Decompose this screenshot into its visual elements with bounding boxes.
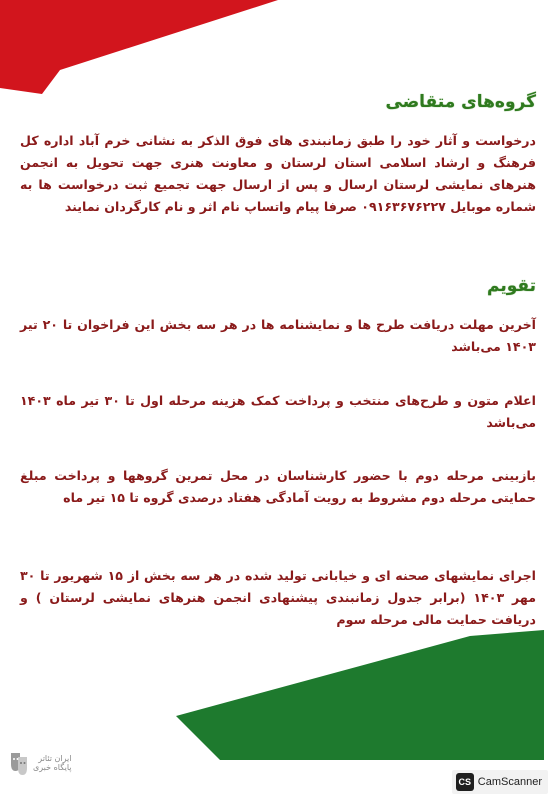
site-logo — [8, 742, 76, 784]
camscanner-icon: CS — [456, 773, 474, 791]
logo-title: ایران تئاتر — [38, 754, 72, 763]
camscanner-label: CamScanner — [477, 776, 542, 788]
paragraph-announcement: اعلام متون و طرح‌های منتخب و پرداخت کمک هزینه مرحله اول تا ۳۰ تیر ماه ۱۴۰۳ می‌باشد — [20, 393, 536, 430]
logo-subtitle: پایگاه خبری — [33, 763, 72, 772]
paragraph-review: بازبینی مرحله دوم با حضور کارشناسان در محل تمرین گروهها و پرداخت مبلغ حمایتی مرحله دوم مشروط به رویت آمادگی هفتاد درصدی گروه تا ۱۵ تیر ماه — [20, 468, 536, 505]
paragraph-performances: اجرای نمایشهای صحنه ای و خیابانی تولید شده در هر سه بخش از ۱۵ شهریور تا ۳۰ مهر ۱۴۰۳ (برابر جدول زمانبندی پیشنهادی انجمن هنرهای نمایشی لرستان ) و دریافت حمایت مالی مرحله سوم — [20, 568, 536, 627]
paragraph-submission: درخواست و آثار خود را طبق زمانبندی های فوق الذکر به نشانی خرم آباد اداره کل فرهنگ و ارشاد اسلامی استان لرستان و معاونت هنری جهت تحویل به انجمن هنرهای نمایشی لرستان ارسال و پس از ارسال جهت تجمیع ثبت درخواست ها به شماره موبایل ۰۹۱۶۳۶۷۶۲۲۷ صرفا پیام واتساپ نام اثر و نام کارگردان نمایند — [20, 133, 536, 214]
heading-calendar: تقویم — [487, 276, 536, 296]
theatre-masks-icon — [8, 750, 30, 776]
logo-text — [33, 754, 72, 772]
heading-applicant-groups: گروه‌های متقاضی — [385, 92, 536, 112]
paragraph-deadline: آخرین مهلت دریافت طرح ها و نمایشنامه ها در هر سه بخش این فراخوان تا ۲۰ تیر ۱۴۰۳ می‌باشد — [20, 317, 536, 354]
green-banner-shape — [176, 630, 544, 760]
red-banner-shape — [0, 0, 278, 94]
camscanner-watermark — [452, 770, 548, 794]
